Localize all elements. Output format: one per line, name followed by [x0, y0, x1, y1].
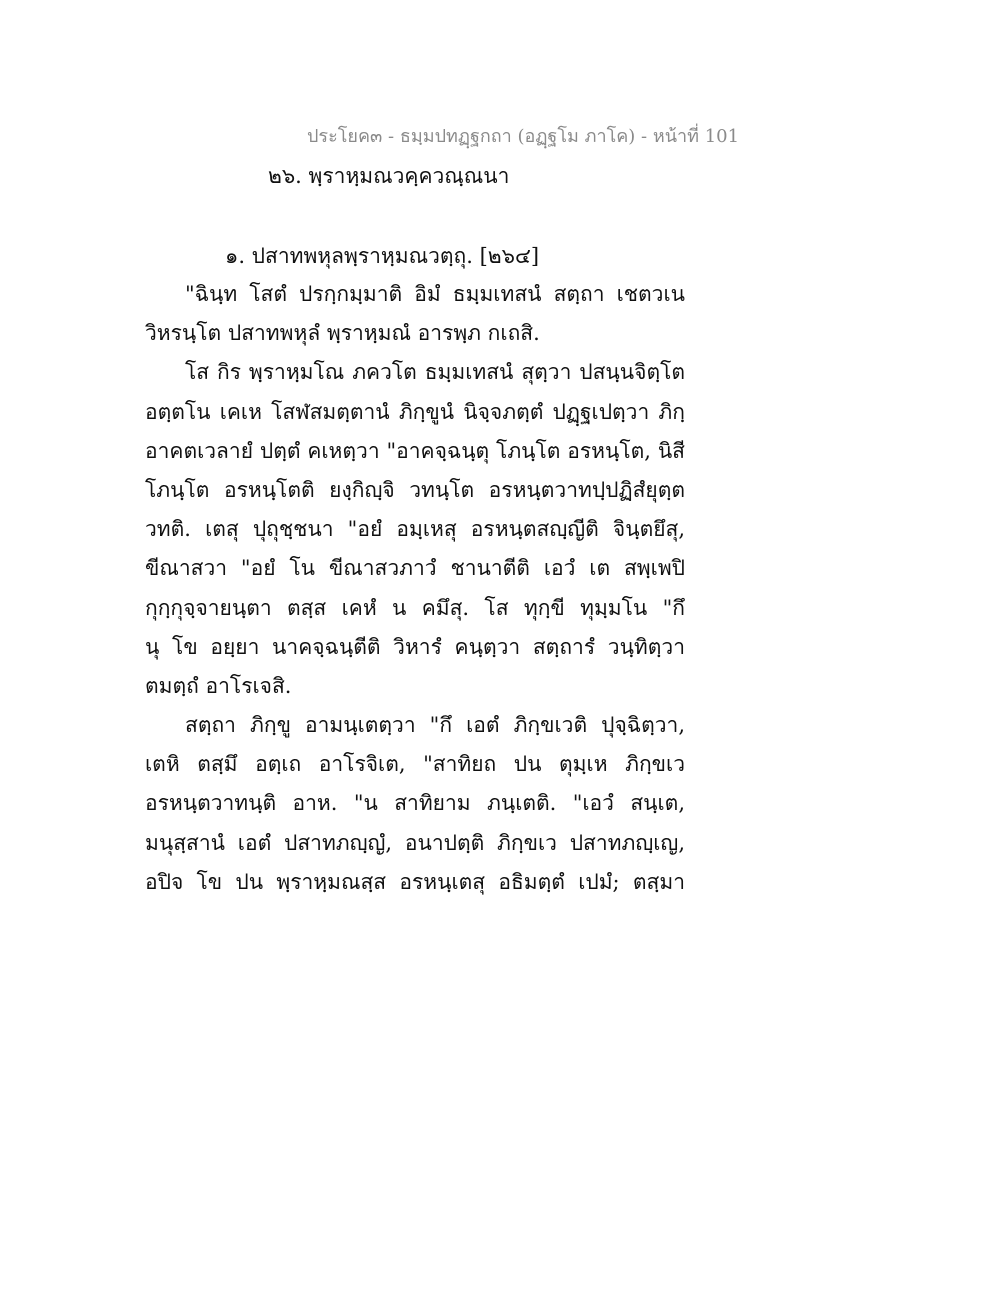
- paragraph-1: [145, 275, 685, 353]
- text-line: โภนฺโต อรหนฺโตติ ยงฺกิญฺจิ วทนฺโต อรหนฺตวาทปฺปฏิสํยุตฺต: [145, 477, 685, 502]
- text-line: มนุสฺสานํ เอตํ ปสาทภญฺญํ, อนาปตฺติ ภิกฺขเว ปสาทภญฺเญ,: [145, 830, 685, 855]
- text-line: อตฺตโน เคเห โสฬสมตฺตานํ ภิกฺขูนํ นิจฺจภตฺตํ ปฏฺฐเปตฺวา ภิกฺ: [145, 399, 685, 424]
- text-line: "ฉินฺท โสตํ ปรกฺกมฺมาติ อิมํ ธมฺมเทสนํ สตฺถา เชตวเน: [185, 282, 685, 306]
- text-line: กุกฺกุจฺจายนฺตา ตสฺส เคหํ น คมึสุ. โส ทุกฺขี ทุมฺมโน "กึ: [145, 595, 685, 620]
- chapter-title: ๒๖. พฺราหฺมณวคฺควณฺณนา: [268, 164, 510, 188]
- text-line: อาคตเวลายํ ปตฺตํ คเหตฺวา "อาคจฺฉนฺตุ โภนฺโต อรหนฺโต, นิสี: [145, 438, 685, 463]
- paragraph-3: [145, 706, 685, 902]
- text-line: อปิจ โข ปน พฺราหฺมณสฺส อรหนฺเตสุ อธิมตฺตํ เปมํ; ตสฺมา: [145, 869, 685, 894]
- text-line: สตฺถา ภิกฺขู อามนฺเตตฺวา "กึ เอตํ ภิกฺขเวติ ปุจฺฉิตฺวา,: [185, 713, 685, 738]
- text-line: เตหิ ตสฺมึ อตฺเถ อาโรจิเต, "สาทิยถ ปน ตุมฺเห ภิกฺขเว: [145, 752, 685, 777]
- text-line: ตมตฺถํ อาโรเจสิ.: [145, 673, 292, 698]
- text-line: โส กิร พฺราหฺมโณ ภควโต ธมฺมเทสนํ สุตฺวา ปสนฺนจิตฺโต: [185, 360, 685, 385]
- page-header: ประโยค๓ - ธมฺมปทฏฺฐกถา (อฏฺฐโม ภาโค) - หน้าที่ 101: [307, 126, 740, 147]
- text-line: วทติ. เตสุ ปุถุชฺชนา "อยํ อมฺเหสุ อรหนฺตสญฺญีติ จินฺตยึสุ,: [145, 517, 685, 542]
- text-line: อรหนฺตวาทนฺติ อาห. "น สาทิยาม ภนฺเตติ. "เอวํ สนฺเต,: [145, 791, 685, 816]
- text-line: นุ โข อยฺยา นาคจฺฉนฺตีติ วิหารํ คนฺตฺวา สตฺถารํ วนฺทิตฺวา: [145, 634, 685, 659]
- body-text: [145, 275, 685, 902]
- story-title: ๑. ปสาทพหุลพฺราหฺมณวตฺถุ. [๒๖๔]: [225, 244, 540, 268]
- paragraph-2: [145, 353, 685, 706]
- text-line: วิหรนฺโต ปสาทพหุลํ พฺราหฺมณํ อารพฺภ กเถสิ.: [145, 321, 540, 346]
- text-line: ขีณาสวา "อยํ โน ขีณาสวภาวํ ชานาตีติ เอวํ เต สพฺเพปิ: [145, 556, 685, 581]
